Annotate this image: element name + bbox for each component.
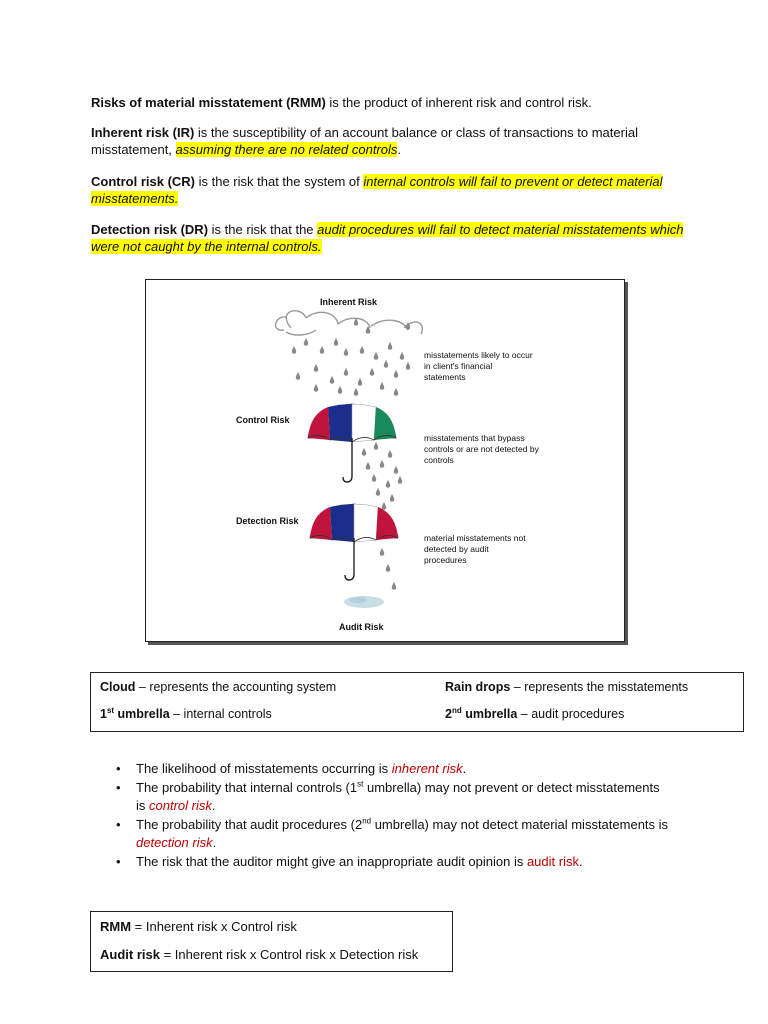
not-detected-description: material misstatements not detected by audit procedures bbox=[424, 533, 526, 565]
bypass-description: misstatements that bypass controls or are not detected by controls bbox=[424, 433, 539, 465]
rmm-definition: Risks of material misstatement (RMM) is the product of inherent risk and control risk. bbox=[91, 95, 592, 110]
legend-raindrops: Rain drops – represents the misstatements bbox=[445, 680, 689, 694]
list-item: • The probability that audit procedures (2nd umbrella) may not detect material misstatements is detection risk. bbox=[112, 816, 672, 853]
cr-term: Control risk (CR) bbox=[91, 174, 195, 189]
dr-definition: Detection risk (DR) is the risk that the audit procedures will fail to detect material misstatements which were not caught by the internal controls. bbox=[91, 222, 684, 254]
ir-term: Inherent risk (IR) bbox=[91, 125, 195, 140]
audit-risk-formula: Audit risk = Inherent risk x Control risk x Detection risk bbox=[100, 947, 419, 962]
dr-term: Detection risk (DR) bbox=[91, 222, 209, 237]
control-risk-label: Control Risk bbox=[236, 415, 290, 425]
rmm-term: Risks of material misstatement (RMM) bbox=[91, 95, 326, 110]
raindrops-upper-icon bbox=[292, 318, 410, 396]
cr-definition: Control risk (CR) is the risk that the system of internal controls will fail to prevent or detect material misstatements. bbox=[91, 174, 663, 206]
detection-risk-label: Detection Risk bbox=[236, 516, 299, 526]
rmm-formula: RMM = Inherent risk x Control risk bbox=[100, 919, 297, 934]
second-umbrella-icon bbox=[310, 504, 398, 580]
audit-risk-label: Audit Risk bbox=[339, 622, 384, 632]
legend-cloud: Cloud – represents the accounting system bbox=[100, 680, 337, 694]
risk-umbrella-figure bbox=[145, 279, 625, 642]
raindrops-middle-icon bbox=[362, 442, 402, 510]
inherent-risk-label: Inherent Risk bbox=[320, 297, 378, 307]
risk-bullet-list bbox=[112, 760, 672, 871]
legend-box bbox=[90, 672, 744, 732]
list-item: • The likelihood of misstatements occurring is inherent risk. bbox=[112, 760, 672, 779]
raindrops-lower-icon bbox=[380, 548, 396, 590]
legend-second-umbrella: 2nd umbrella – audit procedures bbox=[445, 705, 625, 721]
misstatements-description: misstatements likely to occur in client's financial statements bbox=[424, 350, 533, 382]
list-item: • The probability that internal controls (1st umbrella) may not prevent or detect misstatements is control risk. bbox=[112, 779, 672, 816]
cr-highlight: internal controls will fail to prevent or detect material misstatements. bbox=[91, 174, 663, 206]
figure-illustration bbox=[146, 280, 624, 641]
list-item: • The risk that the auditor might give an inappropriate audit opinion is audit risk. bbox=[112, 853, 672, 872]
formula-box bbox=[90, 911, 453, 972]
first-umbrella-icon bbox=[308, 404, 396, 482]
ir-highlight: assuming there are no related controls bbox=[175, 142, 398, 157]
dr-highlight: audit procedures will fail to detect material misstatements which were not caught by the internal controls. bbox=[91, 222, 684, 254]
cloud-icon bbox=[276, 311, 423, 335]
ir-definition: Inherent risk (IR) is the susceptibility of an account balance or class of transactions to material misstatement, assuming there are no related controls. bbox=[91, 125, 638, 157]
puddle-icon bbox=[344, 596, 384, 608]
legend-first-umbrella: 1st umbrella – internal controls bbox=[100, 705, 272, 721]
